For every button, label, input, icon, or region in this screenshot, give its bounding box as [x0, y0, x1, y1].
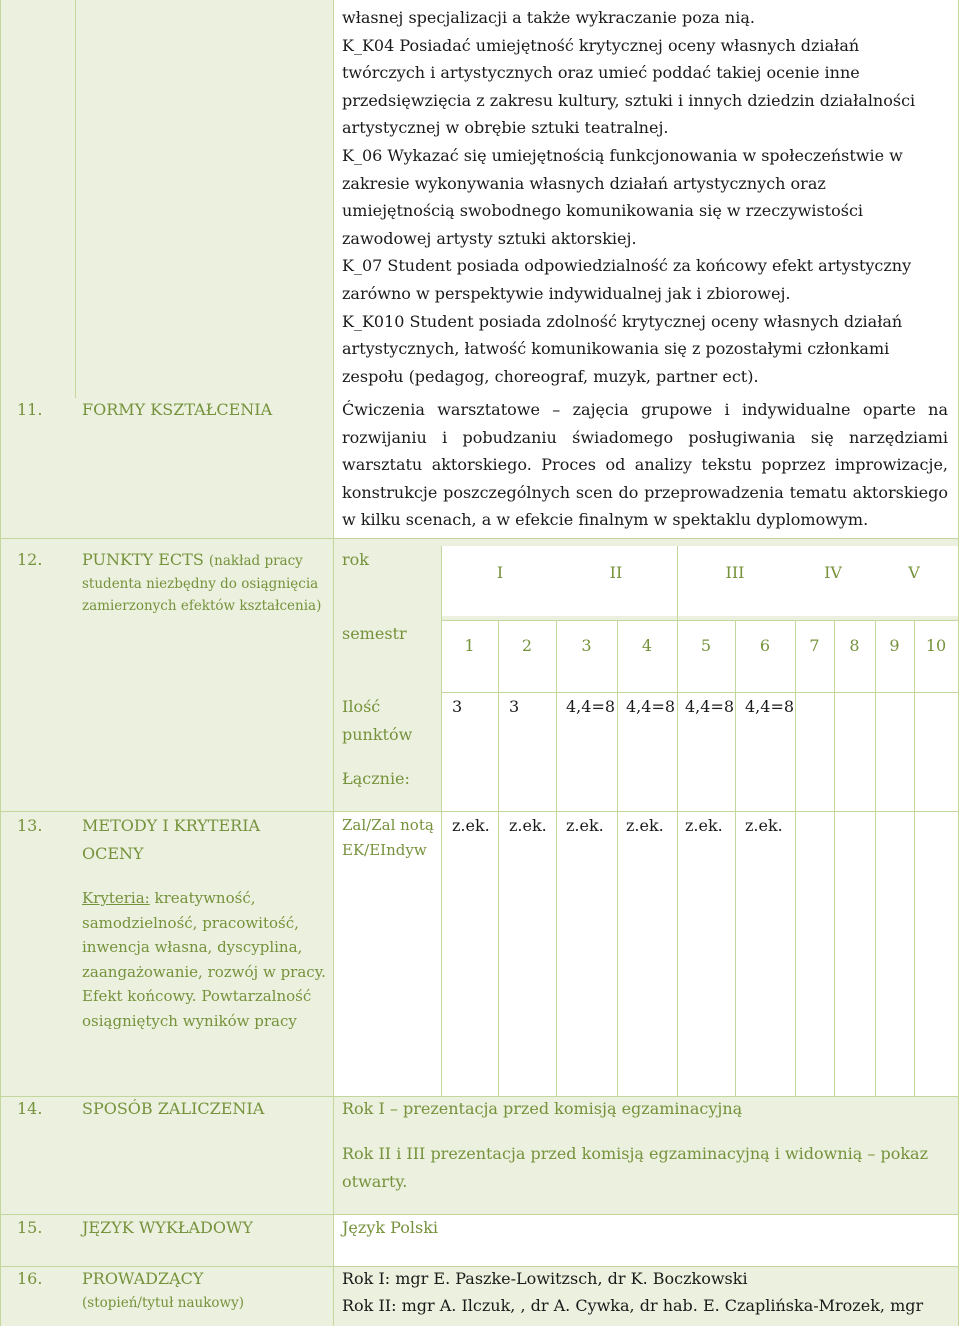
criteria-line: Efekt końcowy. Powtarzalność [82, 987, 312, 1006]
grid-white-4 [441, 620, 958, 692]
effect-line: zarówno w perspektywie indywidualnej jak i zbiorowej. [342, 283, 791, 303]
section-15-number: 15. [17, 1218, 43, 1237]
grade-cell: z.ek. [685, 816, 723, 835]
border-row11 [0, 538, 959, 539]
criteria-line: samodzielność, pracowitość, [82, 913, 299, 932]
section-12-title-note: (nakład pracy [208, 553, 303, 569]
points-value: 4,4=8 [566, 697, 616, 716]
effect-line: K_K010 Student posiada zdolność krytycznej oceny własnych działań [342, 311, 903, 331]
section-12-title [82, 546, 303, 574]
criteria-line [82, 886, 326, 911]
semester-label: 7 [809, 636, 820, 655]
section-13-number: 13. [17, 816, 43, 835]
section-11-number: 11. [17, 400, 43, 419]
effect-line: twórczych i artystycznych oraz umieć poddać takiej ocenie inne [342, 63, 860, 83]
effect-line: K_06 Wykazać się umiejętnością funkcjonowania w społeczeństwie w [342, 145, 903, 165]
section-13-title-1: METODY I KRYTERIA [82, 816, 261, 835]
effect-line: artystycznych, łatwość komunikowania się z pozostałymi członkami [342, 339, 890, 359]
criteria-line: inwencja własna, dyscyplina, [82, 938, 303, 957]
shade-row-top [0, 0, 334, 398]
criteria-label: Kryteria: [82, 889, 150, 907]
section-14-line-2: Rok II i III prezentacja przed komisją egzaminacyjną i widownią – pokaz [342, 1144, 929, 1163]
border-col2 [333, 0, 334, 1326]
section-15-value: Język Polski [342, 1218, 439, 1237]
method-line-1: Zal/Zal notą [342, 816, 434, 834]
year-label: V [908, 563, 920, 582]
body-line: warsztatu aktorskiego. Proces od analizy tekstu poprzez improwizacje, [342, 455, 948, 475]
body-line: rozwijaniu i pobudzaniu świadomego posługiwania się narzędziami [342, 427, 948, 447]
border-right [958, 0, 959, 1326]
year-label: III [725, 563, 745, 582]
section-16-title: PROWADZĄCY [82, 1269, 204, 1288]
points-value: 4,4=8 [626, 697, 676, 716]
effect-line: zakresie wykonywania własnych działań artystycznych oraz [342, 173, 826, 193]
body-line: Ćwiczenia warsztatowe – zajęcia grupowe i indywidualne oparte na [342, 400, 948, 419]
effect-line: K_K04 Posiadać umiejętność krytycznej oceny własnych działań [342, 35, 860, 55]
section-14-line-3: otwarty. [342, 1172, 408, 1191]
points-value: 3 [509, 697, 520, 716]
section-11-title: FORMY KSZTAŁCENIA [82, 400, 273, 419]
points-label-2: punktów [342, 725, 413, 744]
section-16-line-1: Rok I: mgr E. Paszke-Lowitzsch, dr K. Boczkowski [342, 1269, 748, 1288]
year-label: II [609, 563, 623, 582]
rok-label: rok [342, 550, 369, 569]
points-value: 4,4=8 [745, 697, 795, 716]
section-12-subtitle-1: studenta niezbędny do osiągnięcia [82, 576, 319, 592]
year-label: I [496, 563, 504, 582]
section-12-title-main: PUNKTY ECTS [82, 550, 204, 569]
section-16-line-2: Rok II: mgr A. Ilczuk, , dr A. Cywka, dr hab. E. Czaplińska-Mrozek, mgr [342, 1296, 924, 1315]
effect-line: umiejętnością swobodnego komunikowania się w rzeczywistości [342, 201, 864, 221]
effect-line: własnej specjalizacji a także wykraczanie poza nią. [342, 8, 755, 27]
method-line-2: EK/EIndyw [342, 841, 427, 859]
semester-label: 8 [849, 636, 860, 655]
grid-white-6 [441, 811, 958, 1096]
grade-cell: z.ek. [745, 816, 783, 835]
points-value: 4,4=8 [685, 697, 735, 716]
points-value: 3 [452, 697, 463, 716]
semestr-label: semestr [342, 624, 407, 643]
grade-cell: z.ek. [452, 816, 490, 835]
semester-label: 9 [889, 636, 900, 655]
section-14-title: SPOSÓB ZALICZENIA [82, 1099, 265, 1118]
grid-v-677 [677, 546, 678, 1096]
section-14-line-1: Rok I – prezentacja przed komisją egzaminacyjną [342, 1099, 743, 1118]
continued-effects [342, 4, 954, 390]
border-col1 [75, 0, 76, 398]
grid-v-441 [441, 546, 442, 1096]
criteria-block [82, 886, 326, 1034]
section-11-body [342, 396, 948, 534]
body-line: w kilku scenach, a w efekcie finalnym w spektaklu dyplomowym. [342, 510, 869, 530]
section-14-number: 14. [17, 1099, 43, 1118]
effect-line: K_07 Student posiada odpowiedzialność za końcowy efekt artystyczny [342, 256, 912, 276]
grade-cell: z.ek. [626, 816, 664, 835]
semester-label: 6 [759, 636, 771, 655]
grade-cell: z.ek. [509, 816, 547, 835]
semester-label: 10 [925, 636, 947, 655]
section-12-subtitle-2: zamierzonych efektów kształcenia) [82, 598, 322, 614]
semester-label: 2 [521, 636, 533, 655]
points-label-1: Ilość [342, 697, 381, 716]
section-16-number: 16. [17, 1269, 43, 1288]
criteria-text: kreatywność, [149, 889, 256, 907]
effect-line: artystycznej w obrębie sztuki teatralnej. [342, 118, 669, 138]
effect-line: zawodowej artysty sztuki aktorskiej. [342, 228, 637, 248]
total-label: Łącznie: [342, 769, 410, 788]
semester-label: 4 [641, 636, 653, 655]
section-12-number: 12. [17, 550, 43, 569]
criteria-line: osiągniętych wyników pracy [82, 1011, 297, 1030]
semester-label: 1 [464, 636, 475, 655]
effect-line: przedsięwzięcia z zakresu kultury, sztuki i innych dziedzin działalności [342, 90, 916, 110]
section-16-subtitle: (stopień/tytuł naukowy) [82, 1295, 244, 1311]
grid-h-620 [441, 620, 958, 621]
section-15-title: JĘZYK WYKŁADOWY [82, 1218, 253, 1237]
semester-label: 5 [700, 636, 712, 655]
border-left [0, 0, 1, 1326]
body-line: konstrukcje poszczególnych scen do przeprowadzenia tematu aktorskiego [342, 482, 948, 502]
year-label: IV [824, 563, 842, 582]
criteria-line: zaangażowanie, rozwój w pracy. [82, 962, 326, 981]
grade-cell: z.ek. [566, 816, 604, 835]
semester-label: 3 [581, 636, 592, 655]
section-13-title-2: OCENY [82, 844, 144, 863]
effect-line: zespołu (pedagog, choreograf, muzyk, partner ect). [342, 366, 759, 386]
